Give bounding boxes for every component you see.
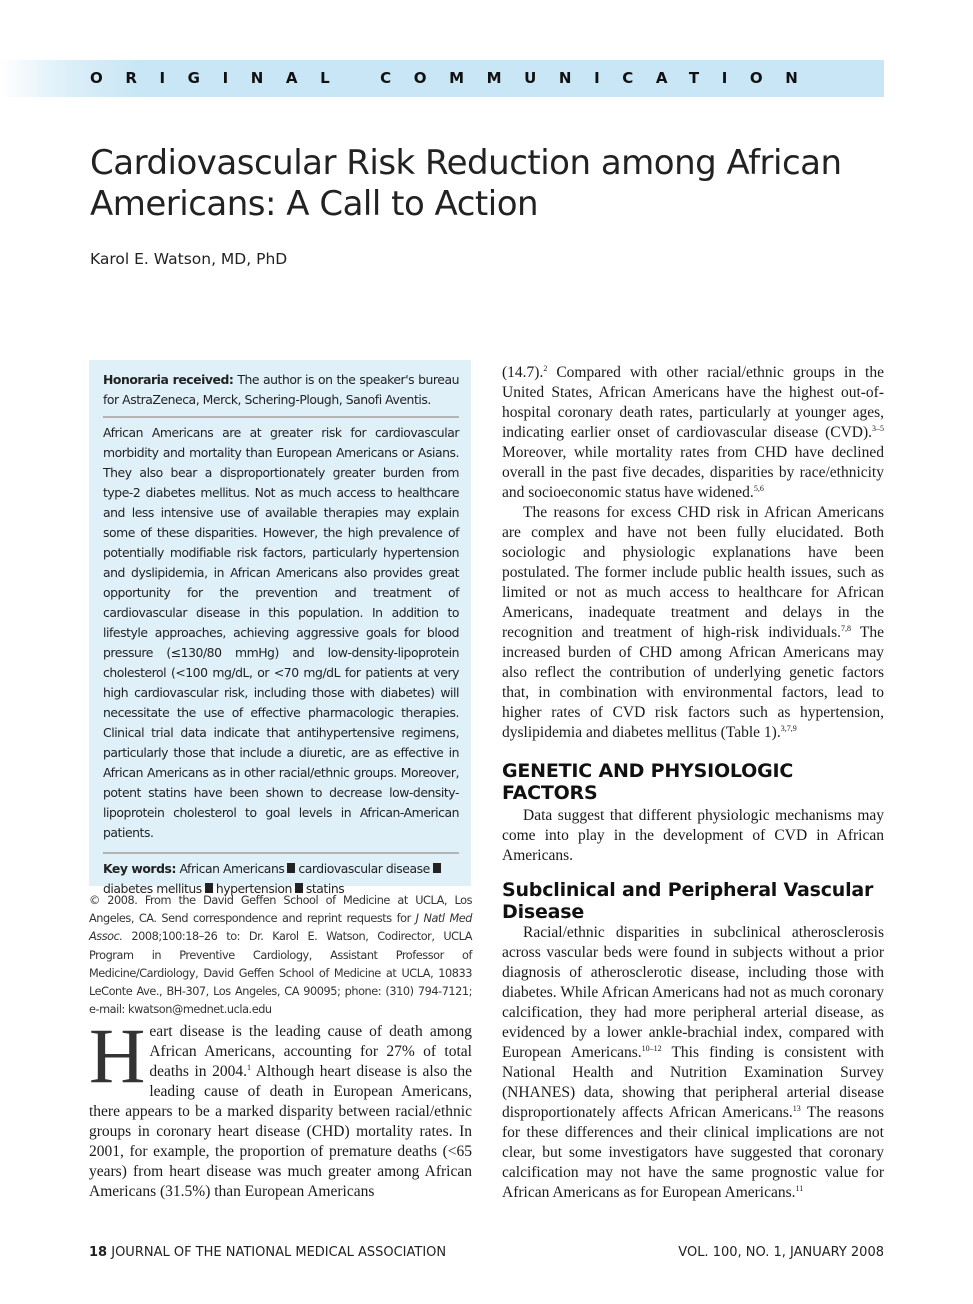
citation: 11 <box>795 1184 804 1193</box>
article-title: Cardiovascular Risk Reduction among African Americans: A Call to Action <box>90 143 842 224</box>
section-heading: GENETIC AND PHYSIOLOGIC FACTORS <box>502 760 794 804</box>
keyword: cardiovascular disease <box>298 861 430 876</box>
article-author: Karol E. Watson, MD, PhD <box>90 250 288 268</box>
copyright-notice <box>89 892 472 1019</box>
body-text: The increased burden of CHD among African Americans may also reflect the contribution of underlying genetic factors that, in combination with environmental factors, lead to higher rates of CVD risk factors such as hypertension, dyslipidemia and diabetes mellitus (Table 1). <box>502 624 884 741</box>
section-label: ORIGINAL COMMUNICATION <box>90 69 821 87</box>
journal-name: JOURNAL OF THE NATIONAL MEDICAL ASSOCIATION <box>111 1245 447 1260</box>
keyword-separator <box>287 863 295 873</box>
citation: 3–5 <box>872 424 884 433</box>
footer-issue: VOL. 100, NO. 1, JANUARY 2008 <box>678 1245 884 1260</box>
abstract-divider <box>103 416 459 418</box>
citation: 1 <box>246 1063 251 1072</box>
keywords-divider <box>103 852 459 854</box>
keyword: African Americans <box>179 861 285 876</box>
copyright-text: 2008;100:18–26 to: Dr. Karol E. Watson, Codirector, UCLA Program in Preventive Cardiology, Assistant Professor of Medicine/Cardiology, David Geffen School of Medicine at UCLA, 10833 LeConte Ave., BH-307, Los Angeles, CA 90095; phone: (310) 794-7121; e-mail: kwatson@mednet.ucla.edu <box>89 930 472 1017</box>
body-text: The reasons for these differences and their clinical implications are not clear, but some investigators have suggested that coronary calcification may not have the same prognostic value for African Americans as for European Americans. <box>502 1104 884 1201</box>
body-text: Racial/ethnic disparities in subclinical atherosclerosis across vascular beds were found in subjects without a prior diagnosis of atherosclerotic disease, including those with diabetes. While African Americans had not as much coronary calcification, they had more peripheral arterial disease, as evidenced by a lower ankle-brachial index, compared with European Americans. <box>502 924 884 1061</box>
drop-cap: H <box>89 1012 146 1099</box>
subsection-heading: Subclinical and Peripheral Vascular Disease <box>502 879 874 923</box>
intro-paragraph <box>89 1012 472 1202</box>
body-paragraph <box>502 363 884 503</box>
keyword-separator <box>433 863 441 873</box>
body-text: Compared with other racial/ethnic groups in the United States, African Americans have the highest out-of-hospital coronary death rates, particularly at younger ages, indicating earlier onset of cardiovascular disease (CVD). <box>502 364 884 441</box>
body-text: eart disease is the leading cause of death among African Americans, accounting for 27% of total deaths in 2004. <box>149 1023 472 1080</box>
body-paragraph <box>502 923 884 1203</box>
page-number: 18 <box>89 1245 108 1260</box>
citation: 10–12 <box>641 1044 662 1053</box>
body-text: This finding is consistent with National Health and Nutrition Examination Survey (NHANES) data, showing that peripheral arterial disease disproportionately affects African Americans. <box>502 1044 884 1121</box>
body-paragraph: Data suggest that different physiologic mechanisms may come into play in the development of CVD in African Americans. <box>502 807 884 864</box>
body-text: (14.7). <box>502 364 544 381</box>
body-text: Although heart disease is also the leading cause of death in European Americans, there appears to be a marked disparity between racial/ethnic groups in coronary heart disease (CHD) mortality rates. In 2001, for example, the proportion of premature deaths (<65 years) from heart disease was much greater among African Americans (31.5%) than European Americans <box>89 1063 472 1200</box>
footer-left <box>89 1245 446 1260</box>
citation: 7,8 <box>841 624 851 633</box>
right-column <box>502 363 884 1203</box>
citation: 13 <box>792 1104 801 1113</box>
body-text: Moreover, while mortality rates from CHD have declined overall in the past five decades, disparities by race/ethnicity and socioeconomic status have widened. <box>502 444 884 501</box>
abstract-box <box>89 360 471 896</box>
keyword: statins <box>305 881 345 896</box>
keywords-label: Key words: <box>103 861 176 876</box>
body-text: The reasons for excess CHD risk in African Americans are complex and have not been fully elucidated. Both sociologic and physiologic explanations have been postulated. The former include public health issues, such as limited or not as much access to healthcare for African Americans, inadequate treatment and delays in the recognition and treatment of high-risk individuals. <box>502 504 884 641</box>
keyword: hypertension <box>215 881 292 896</box>
honoraria-text: The author is on the speaker's bureau for AstraZeneca, Merck, Schering-Plough, Sanofi Aventis. <box>103 372 459 407</box>
citation: 5,6 <box>753 484 764 493</box>
citation: 3,7,9 <box>780 724 797 733</box>
journal-abbrev: J Natl Med Assoc. <box>89 912 472 944</box>
honoraria-label: Honoraria received: <box>103 372 234 387</box>
body-paragraph <box>502 503 884 743</box>
citation: 2 <box>543 364 548 373</box>
copyright-text: © 2008. From the David Geffen School of Medicine at UCLA, Los Angeles, CA. Send correspondence and reprint requests for <box>89 894 472 926</box>
abstract-text: African Americans are at greater risk for cardiovascular morbidity and mortality than European Americans or Asians. They also bear a disproportionately greater burden from type-2 diabetes mellitus. Not as much access to healthcare and less intensive use of available therapies may explain some of these disparities. However, the high prevalence of potentially modifiable risk factors, particularly hypertension and dyslipidemia, in African Americans also provides great opportunity for the prevention and treatment of cardiovascular disease in this population. In addition to lifestyle approaches, achieving aggressive goals for blood pressure (≤130/80 mmHg) and low-density-lipoprotein cholesterol (<100 mg/dL, or <70 mg/dL for patients at very high cardiovascular risk, including those with diabetes) will necessitate the use of effective pharmacologic therapies. Clinical trial data indicate that antihypertensive regimens, particularly those that include a diuretic, are as effective in African Americans as in other racial/ethnic groups. Moreover, potent statins have been shown to decrease low-density-lipoprotein cholesterol to goal levels in African-American patients. <box>103 425 459 840</box>
keyword: diabetes mellitus <box>103 881 202 896</box>
honoraria-statement <box>103 370 459 410</box>
